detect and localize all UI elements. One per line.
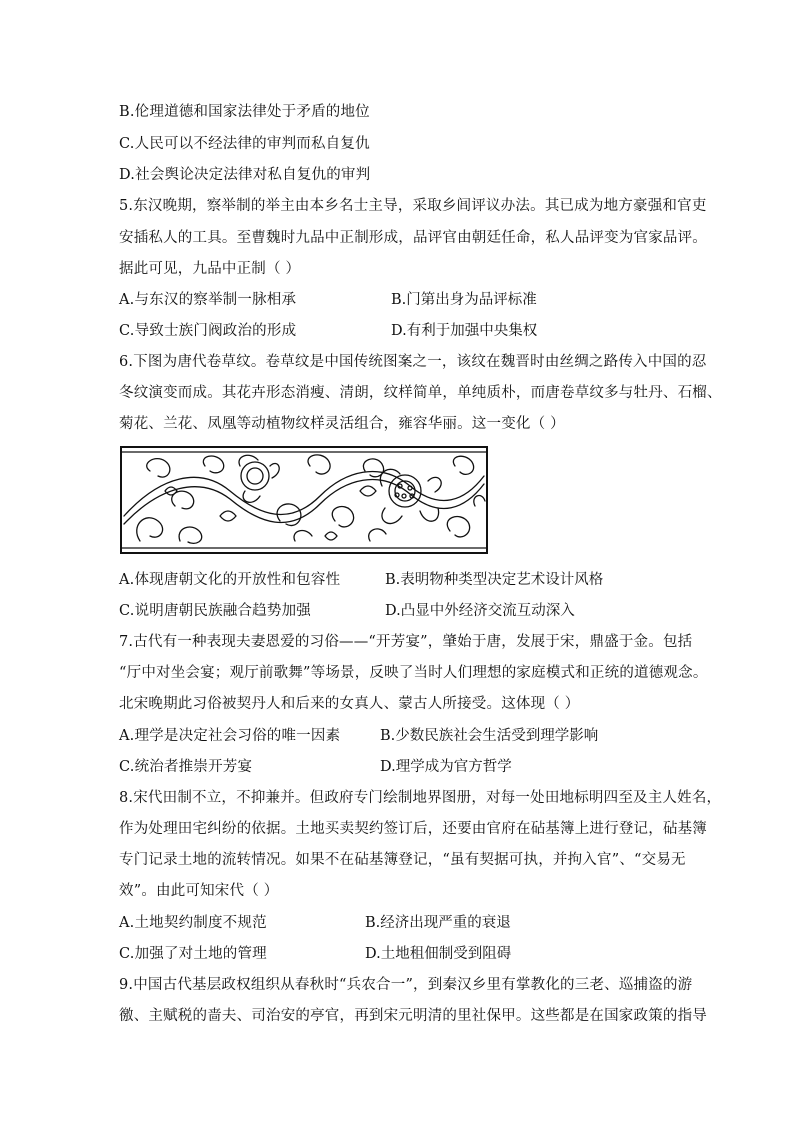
q7-stem-line-1: 7.古代有一种表现夫妻恩爱的习俗——“开芳宴”，肇始于唐，发展于宋，鼎盛于金。包括 [119, 634, 693, 650]
q7-stem-line-2: “厅中对坐会宴；观厅前歌舞”等场景，反映了当时人们理想的家庭模式和正统的道德观念。 [119, 665, 708, 681]
q7-option-a: A.理学是决定社会习俗的唯一因素 [119, 728, 341, 744]
q6-option-a: A.体现唐朝文化的开放性和包容性 [119, 572, 341, 588]
q4-option-b: B.伦理道德和国家法律处于矛盾的地位 [119, 104, 370, 120]
q4-option-c: C.人民可以不经法律的审判而私自复仇 [119, 136, 370, 152]
q5-option-b: B.门第出身为品评标准 [391, 292, 537, 308]
q8-option-c: C.加强了对土地的管理 [119, 946, 267, 962]
q7-option-c: C.统治者推崇开芳宴 [119, 759, 253, 775]
q5-option-d: D.有利于加强中央集权 [391, 323, 538, 339]
tang-scroll-pattern-figure [120, 446, 488, 554]
q8-stem-line-1: 8.宋代田制不立，不抑兼并。但政府专门绘制地界图册，对每一处田地标明四至及主人姓名， [119, 790, 722, 806]
q5-stem-line-3: 据此可见，九品中正制（ ） [119, 261, 301, 277]
q5-option-c: C.导致士族门阀政治的形成 [119, 323, 297, 339]
q7-stem-line-3: 北宋晚期此习俗被契丹人和后来的女真人、蒙古人所接受。这体现（ ） [119, 696, 580, 712]
q6-option-c: C.说明唐朝民族融合趋势加强 [119, 603, 311, 619]
q6-stem-line-1: 6.下图为唐代卷草纹。卷草纹是中国传统图案之一，该纹在魏晋时由丝绸之路传入中国的忍 [119, 354, 707, 370]
q7-option-b: B.少数民族社会生活受到理学影响 [380, 728, 599, 744]
q9-stem-line-2: 徼、主赋税的啬夫、司治安的亭官，再到宋元明清的里社保甲。这些都是在国家政策的指导 [119, 1008, 707, 1024]
q6-stem-line-2: 冬纹演变而成。其花卉形态消瘦、清朗，纹样简单，单纯质朴，而唐卷草纹多与牡丹、石榴、 [119, 385, 722, 401]
q8-option-d: D.土地租佃制受到阻碍 [365, 946, 512, 962]
q8-stem-line-4: 效”。由此可知宋代（ ） [119, 883, 279, 899]
q9-stem-line-1: 9.中国古代基层政权组织从春秋时“兵农合一”，到秦汉乡里有掌教化的三老、巡捕盗的游 [119, 977, 693, 993]
q6-option-b: B.表明物种类型决定艺术设计风格 [385, 572, 604, 588]
q7-option-d: D.理学成为官方哲学 [380, 759, 512, 775]
q4-option-d: D.社会舆论决定法律对私自复仇的审判 [119, 167, 371, 183]
q8-option-a: A.土地契约制度不规范 [119, 915, 267, 931]
q5-stem-line-2: 安插私人的工具。至曹魏时九品中正制形成，品评官由朝廷任命，私人品评变为官家品评。 [119, 230, 707, 246]
q8-stem-line-3: 专门记录土地的流转情况。如果不在砧基簿登记，“虽有契据可执，并拘入官”、“交易无 [119, 852, 686, 868]
q8-option-b: B.经济出现严重的衰退 [365, 915, 511, 931]
q6-stem-line-3: 菊花、兰花、凤凰等动植物纹样灵活组合，雍容华丽。这一变化（ ） [119, 416, 565, 432]
q6-option-d: D.凸显中外经济交流互动深入 [385, 603, 575, 619]
q5-option-a: A.与东汉的察举制一脉相承 [119, 292, 297, 308]
q8-stem-line-2: 作为处理田宅纠纷的依据。土地买卖契约签订后，还要由官府在砧基簿上进行登记，砧基簿 [119, 821, 707, 837]
q5-stem-line-1: 5.东汉晚期，察举制的举主由本乡名士主导，采取乡闾评议办法。其已成为地方豪强和官吏 [119, 198, 707, 214]
